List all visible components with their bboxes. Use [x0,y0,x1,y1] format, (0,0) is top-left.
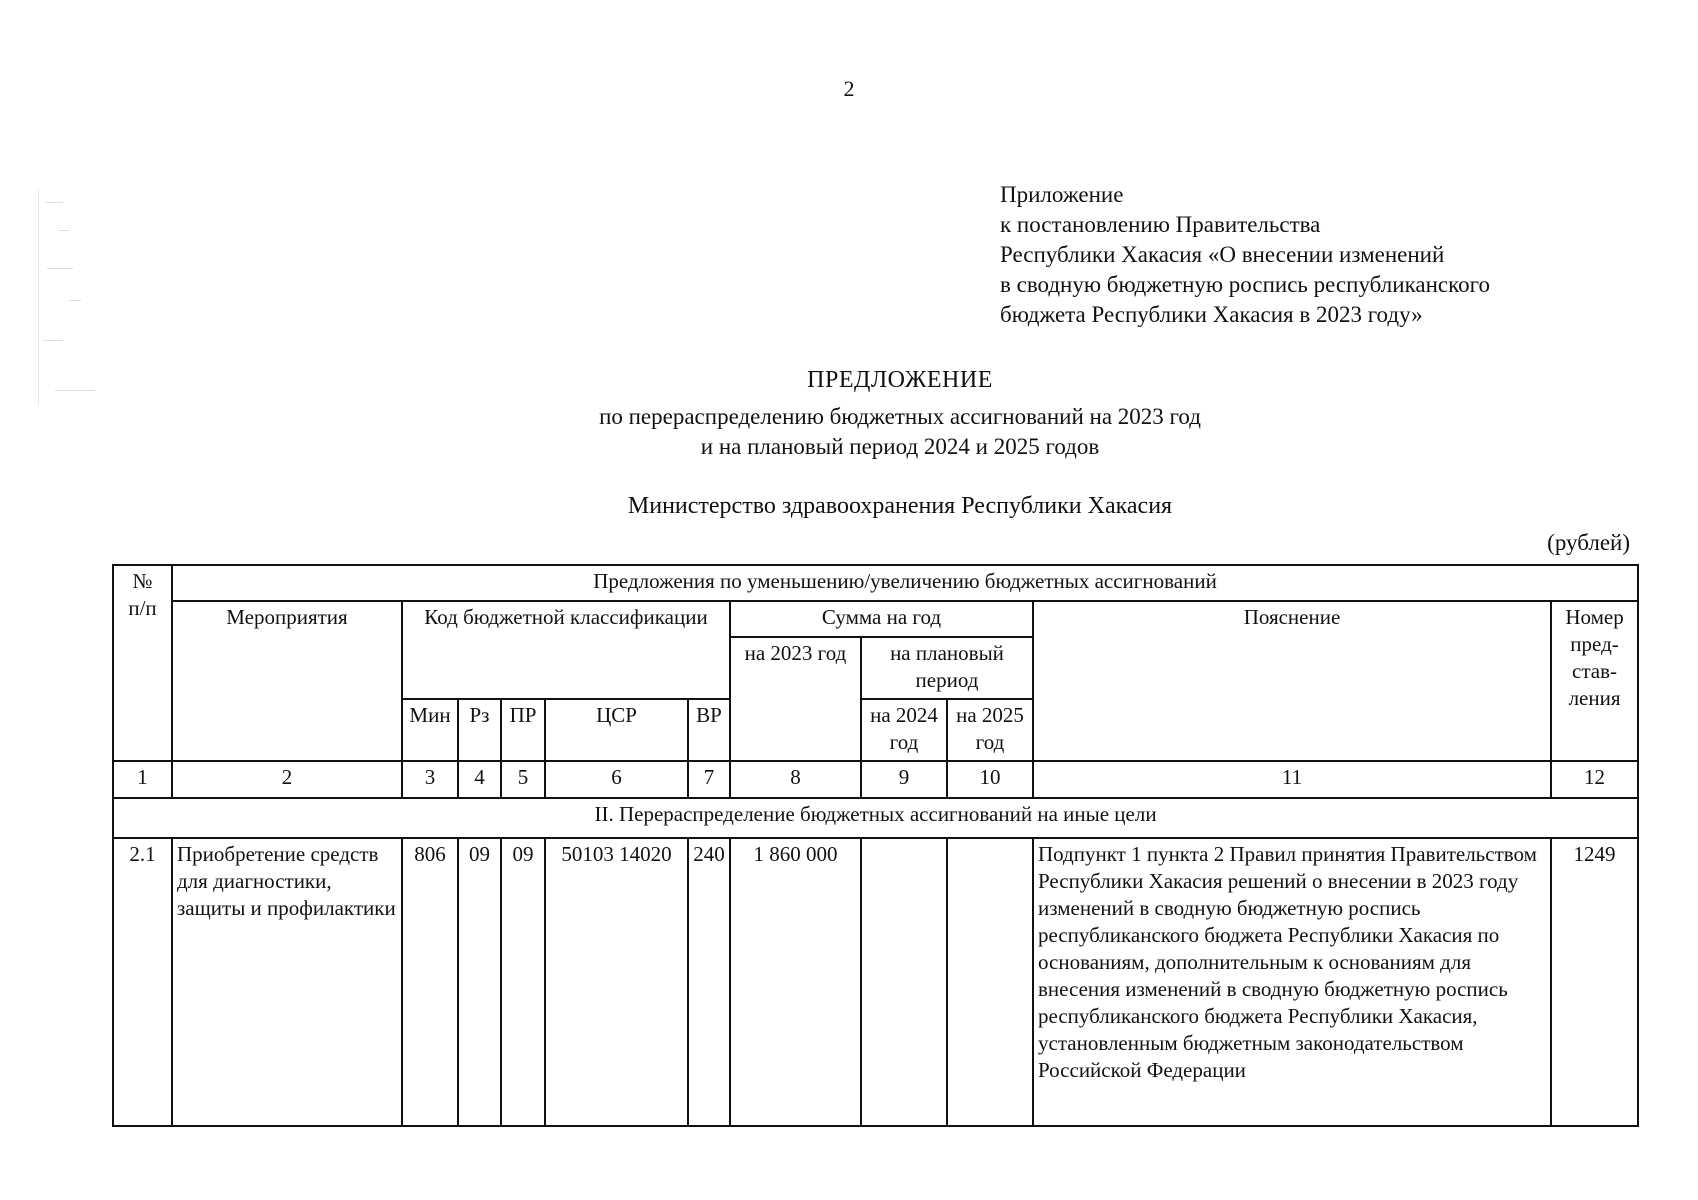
column-number: 9 [861,761,947,798]
subtitle-line-2: и на плановый период 2024 и 2025 годов [700,434,1100,459]
row-num: 2.1 [113,838,172,1126]
header-num: № п/п [113,565,172,761]
header-2023: на 2023 год [730,637,861,761]
appendix-line: Приложение [1000,182,1124,207]
header-2025: на 2025 год [947,699,1033,761]
column-number: 12 [1551,761,1638,798]
header-explanation: Пояснение [1033,601,1551,761]
header-planned: на плановый период [861,637,1033,699]
header-proposals: Предложения по уменьшению/увеличению бюджетных ассигнований [172,565,1638,601]
row-vr: 240 [688,838,730,1126]
document-subtitle [0,402,1698,462]
column-number: 3 [402,761,458,798]
column-number: 8 [730,761,861,798]
header-csr: ЦСР [545,699,688,761]
ministry-name: Министерство здравоохранения Республики Хакасия [627,493,1173,519]
row-measure: Приобретение средств для диагностики, защиты и профилактики [172,838,402,1126]
row-pr: 09 [501,838,545,1126]
row-sum-2024 [861,838,947,1126]
row-submission: 1249 [1551,838,1638,1126]
row-sum-2025 [947,838,1033,1126]
document-title: ПРЕДЛОЖЕНИЕ [807,367,993,393]
budget-table [112,564,1639,1127]
subtitle-line-1: по перераспределению бюджетных ассигнований на 2023 год [599,404,1201,429]
column-number: 5 [501,761,545,798]
column-number: 1 [113,761,172,798]
column-number: 6 [545,761,688,798]
appendix-line: бюджета Республики Хакасия в 2023 году» [1000,302,1423,327]
units-label: (рублей) [1547,530,1630,555]
appendix-block [1000,180,1490,330]
header-pr: ПР [501,699,545,761]
header-min: Мин [402,699,458,761]
header-code: Код бюджетной классификации [402,601,730,699]
column-number: 2 [172,761,402,798]
row-rz: 09 [458,838,501,1126]
appendix-line: Республики Хакасия «О внесении изменений [1000,242,1445,267]
column-number: 7 [688,761,730,798]
header-submission: Номер пред-став-ления [1551,601,1638,761]
appendix-line: в сводную бюджетную роспись республиканского [1000,272,1490,297]
row-sum-2023: 1 860 000 [730,838,861,1126]
header-sum: Сумма на год [730,601,1033,637]
header-measures: Мероприятия [172,601,402,761]
table-row [113,838,1638,1126]
row-explanation: Подпункт 1 пункта 2 Правил принятия Правительством Республики Хакасия решений о внесении в 2023 году изменений в сводную бюджетную роспись республиканского бюджета Республики Хакасия по основаниям, дополнительным к основаниям для внесения изменений в сводную бюджетную роспись республиканского бюджета Республики Хакасия, установленным бюджетным законодательством Российской Федерации [1033,838,1551,1126]
page-number: 2 [843,76,855,101]
column-number: 10 [947,761,1033,798]
header-2024: на 2024 год [861,699,947,761]
column-number: 11 [1033,761,1551,798]
column-number: 4 [458,761,501,798]
header-vr: ВР [688,699,730,761]
row-min: 806 [402,838,458,1126]
row-csr: 50103 14020 [545,838,688,1126]
header-rz: Рз [458,699,501,761]
appendix-line: к постановлению Правительства [1000,212,1321,237]
section-title: II. Перераспределение бюджетных ассигнований на иные цели [113,798,1638,838]
